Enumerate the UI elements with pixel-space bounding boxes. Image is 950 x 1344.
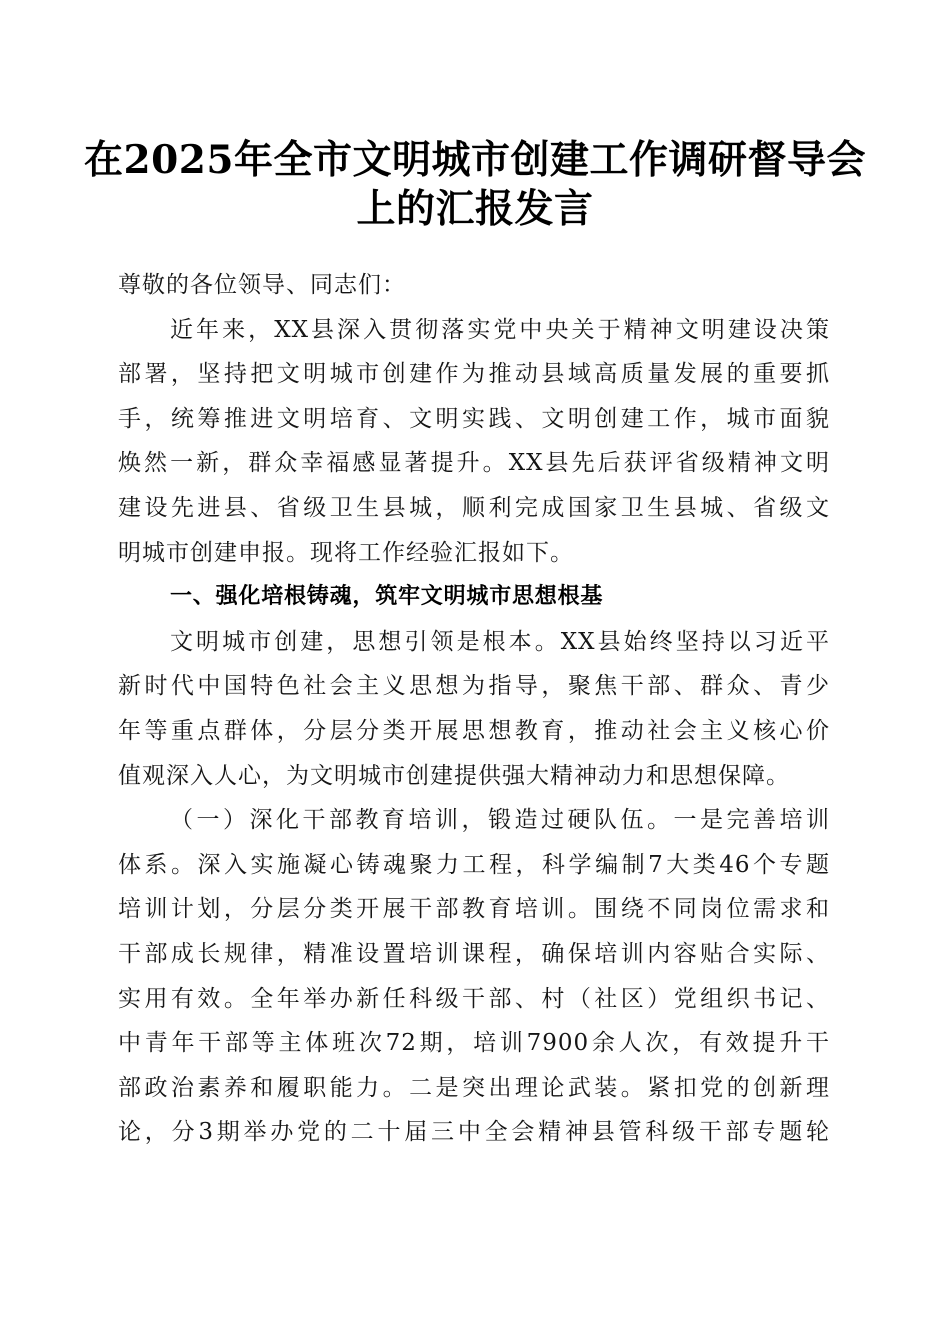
section-line: 年等重点群体，分层分类开展思想教育，推动社会主义核心价: [118, 717, 830, 744]
subsection-line: 部政治素养和履职能力。二是突出理论武装。紧扣党的创新理: [118, 1074, 830, 1101]
subsection-line: （一）深化干部教育培训，锻造过硬队伍。一是完善培训: [170, 807, 830, 834]
section-line: 文明城市创建，思想引领是根本。XX县始终坚持以习近平: [170, 628, 830, 655]
document-body: [118, 263, 830, 1155]
subsection-line: 实用有效。全年举办新任科级干部、村（社区）党组织书记、: [118, 985, 830, 1012]
subsection-line: 干部成长规律，精准设置培训课程，确保培训内容贴合实际、: [118, 940, 830, 967]
title-line-2: 上的汇报发言: [356, 186, 594, 232]
subsection-line: 中青年干部等主体班次72期，培训7900余人次，有效提升干: [118, 1030, 830, 1057]
intro-line: 近年来，XX县深入贯彻落实党中央关于精神文明建设决策: [170, 316, 830, 343]
section-line: 新时代中国特色社会主义思想为指导，聚焦干部、群众、青少: [118, 673, 830, 700]
intro-line: 焕然一新，群众幸福感显著提升。XX县先后获评省级精神文明: [118, 450, 830, 477]
subsection-line: 论，分3期举办党的二十届三中全会精神县管科级干部专题轮: [118, 1119, 830, 1146]
salutation: 尊敬的各位领导、同志们：: [118, 272, 406, 298]
subsection-line: 体系。深入实施凝心铸魂聚力工程，科学编制7大类46个专题: [118, 851, 830, 878]
intro-line: 明城市创建申报。现将工作经验汇报如下。: [118, 539, 574, 566]
intro-line: 手，统筹推进文明培育、文明实践、文明创建工作，城市面貌: [118, 405, 830, 432]
intro-line: 建设先进县、省级卫生县城，顺利完成国家卫生县城、省级文: [118, 494, 830, 521]
subsection-line: 培训计划，分层分类开展干部教育培训。围绕不同岗位需求和: [118, 896, 830, 923]
section-line: 值观深入人心，为文明城市创建提供强大精神动力和思想保障。: [118, 762, 790, 789]
section-heading: 一、强化培根铸魂，筑牢文明城市思想根基: [170, 584, 604, 610]
document-title: [60, 136, 890, 234]
intro-line: 部署，坚持把文明城市创建作为推动县域高质量发展的重要抓: [118, 361, 830, 388]
title-line-1: 在2025年全市文明城市创建工作调研督导会: [83, 137, 867, 183]
